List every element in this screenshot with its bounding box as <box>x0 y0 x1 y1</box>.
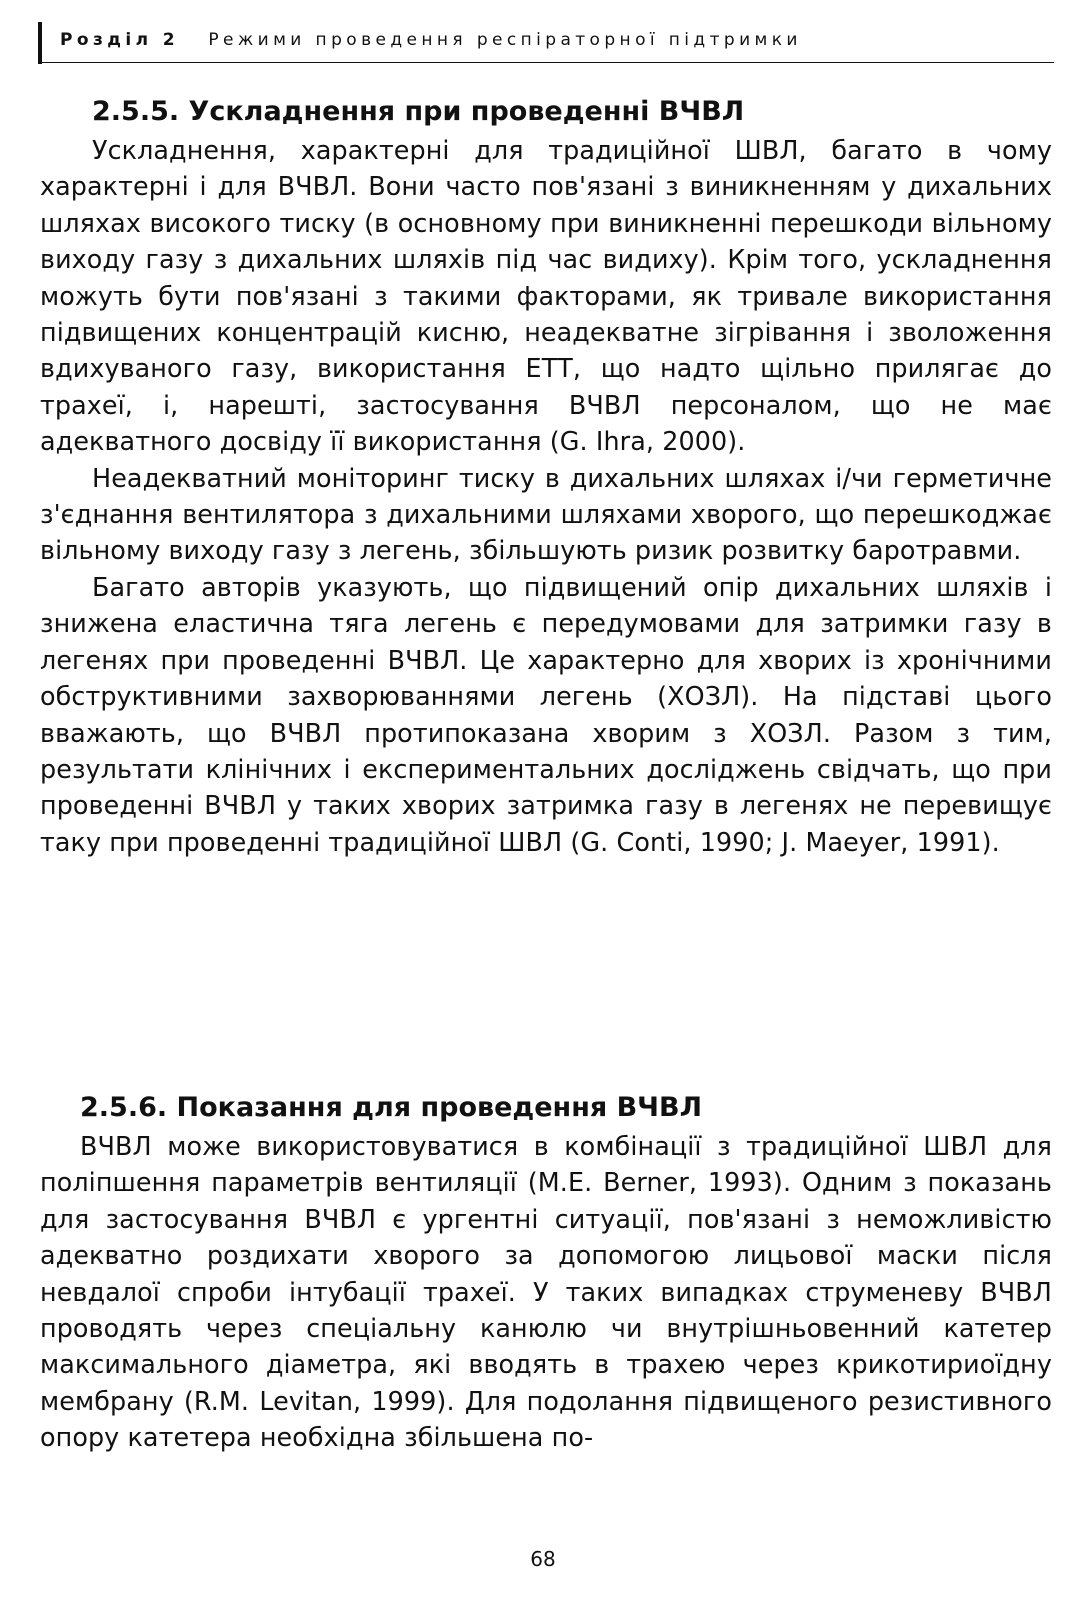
section-2-5-6 <box>40 1088 1052 1456</box>
header-bar <box>38 22 42 64</box>
section-heading: 2.5.5. Ускладнення при проведенні ВЧВЛ <box>92 96 745 127</box>
paragraph: ВЧВЛ може використовуватися в комбінації з традиційної ШВЛ для поліпшення параметрів вентиляції (M.E. Berner, 1993). Одним з показань для застосування ВЧВЛ є ургентні ситуації, пов'язані з неможливістю адекватно роздихати хворого за допомогою лицьової маски після невдалої спроби інтубації трахеї. У таких випадках струменеву ВЧВЛ проводять через спеціальну канюлю чи внутрішньовенний катетер максимального діаметра, які вводять в трахею через крикотириоїдну мембрану (R.M. Levitan, 1999). Для подолання підвищеного резистивного опору катетера необхідна збільшена по- <box>40 1131 1052 1453</box>
chapter-label: Розділ 2 <box>60 30 179 50</box>
header-rule <box>38 62 1054 63</box>
paragraph: Неадекватний моніторинг тиску в дихальних шляхах і/чи герметичне з'єднання вентилятора з дихальними шляхами хворого, що перешкоджає вільному виходу газу з легень, збільшують ризик розвитку баротравми. <box>40 462 1052 566</box>
paragraph: Багато авторів указують, що підвищений опір дихальних шляхів і знижена еластична тяга легень є передумовами для затримки газу в легенях при проведенні ВЧВЛ. Це характерно для хворих із хронічними обструктивними захворюваннями легень (ХОЗЛ). На підставі цього вважають, що ВЧВЛ протипоказана хворим з ХОЗЛ. Разом з тим, результати клінічних і експериментальних досліджень свідчать, що при проведенні ВЧВЛ у таких хворих затримка газу в легенях не перевищує таку при проведенні традиційної ШВЛ (G. Conti, 1990; J. Maeyer, 1991). <box>40 571 1052 857</box>
section-heading: 2.5.6. Показання для проведення ВЧВЛ <box>80 1092 702 1123</box>
running-header-text <box>60 30 802 50</box>
section-2-5-5 <box>40 92 1052 860</box>
running-header <box>38 22 1054 62</box>
chapter-title: Режими проведення респіраторної підтримки <box>208 30 802 50</box>
page-number: 68 <box>530 1547 556 1571</box>
paragraph: Ускладнення, характерні для традиційної ШВЛ, багато в чому характерні і для ВЧВЛ. Вони часто пов'язані з виникненням у дихальних шляхах високого тиску (в основному при виникненні перешкоди вільному виходу газу з дихальних шляхів під час видиху). Крім того, ускладнення можуть бути пов'язані з такими факторами, як тривале використання підвищених концентрацій кисню, неадекватне зігрівання і зволоження вдихуваного газу, використання ЕТТ, що надто щільно прилягає до трахеї, і, нарешті, застосування ВЧВЛ персоналом, що не має адекватного досвіду її використання (G. Ihra, 2000). <box>40 135 1052 457</box>
